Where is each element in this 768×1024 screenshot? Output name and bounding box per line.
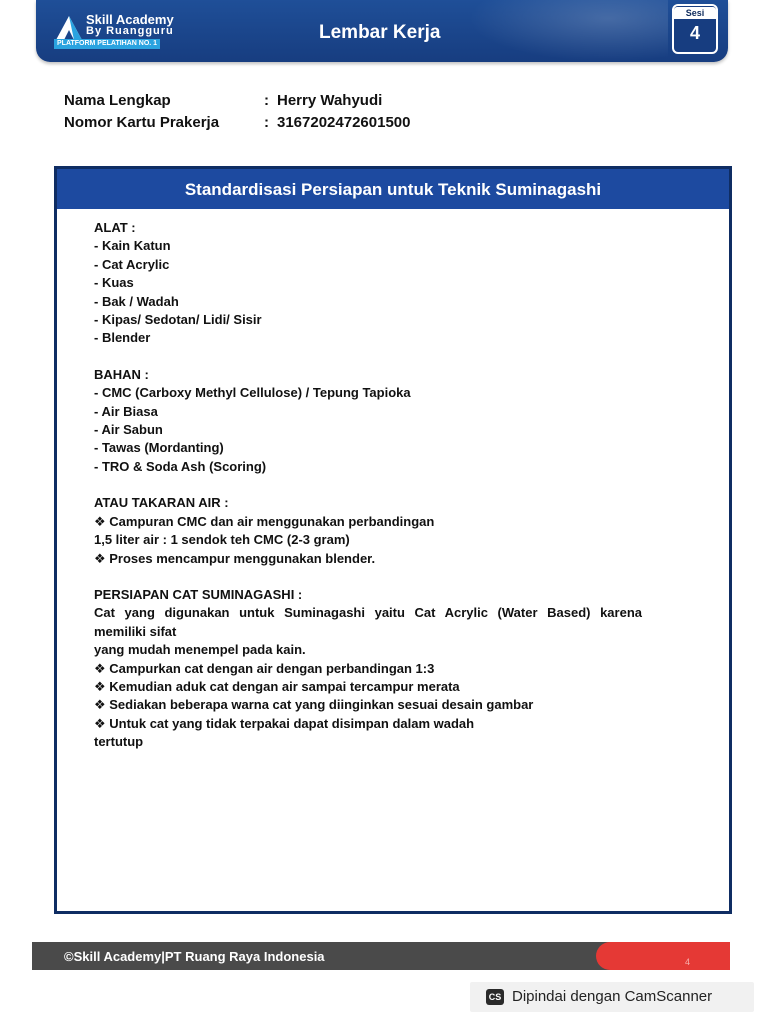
worksheet-title: Standardisasi Persiapan untuk Teknik Suminagashi <box>57 169 729 209</box>
text-line: ❖ Campurkan cat dengan air dengan perbandingan 1:3 <box>94 660 435 676</box>
name-label: Nama Lengkap <box>64 92 171 109</box>
text-line: ❖ Campuran CMC dan air menggunakan perbandingan <box>94 513 435 529</box>
list-item: - Kipas/ Sedotan/ Lidi/ Sisir <box>94 312 262 328</box>
list-item: - Blender <box>94 330 151 346</box>
text-line: ❖ Sediakan beberapa warna cat yang diinginkan sesuai desain gambar <box>94 697 534 713</box>
camscanner-watermark <box>470 982 754 1012</box>
cat-heading: PERSIAPAN CAT SUMINAGASHI : <box>94 586 303 602</box>
header-banner <box>36 0 728 62</box>
worksheet-content <box>94 219 642 752</box>
takaran-heading: ATAU TAKARAN AIR : <box>94 495 229 511</box>
card-colon: : <box>264 114 269 131</box>
logo-tagline: PLATFORM PELATIHAN NO. 1 <box>54 39 160 49</box>
text-line: 1,5 liter air : 1 sendok teh CMC (2-3 gram) <box>94 532 350 548</box>
bahan-heading: BAHAN : <box>94 366 149 382</box>
footer-bar <box>32 942 730 970</box>
page-title: Lembar Kerja <box>319 22 441 43</box>
text-line: ❖ Proses mencampur menggunakan blender. <box>94 550 376 566</box>
list-item: - Air Sabun <box>94 422 163 438</box>
alat-heading: ALAT : <box>94 220 136 235</box>
list-item: - Bak / Wadah <box>94 293 179 309</box>
list-item: - Kain Katun <box>94 238 171 254</box>
card-value: 3167202472601500 <box>277 114 411 131</box>
spacer <box>94 348 642 366</box>
logo-title: Skill Academy <box>86 12 174 27</box>
text-line: tertutup <box>94 734 144 750</box>
footer-copyright: ©Skill Academy|PT Ruang Raya Indonesia <box>64 949 325 964</box>
name-colon: : <box>264 92 269 109</box>
list-item: - CMC (Carboxy Methyl Cellulose) / Tepung Tapioka <box>94 385 411 401</box>
list-item: - Kuas <box>94 275 134 291</box>
session-badge <box>672 4 718 54</box>
footer-accent-shape <box>596 942 730 970</box>
list-item: - Cat Acrylic <box>94 256 170 272</box>
camscanner-icon: CS <box>486 989 504 1005</box>
worksheet-box <box>54 166 732 914</box>
card-label: Nomor Kartu Prakerja <box>64 114 220 131</box>
text-line: ❖ Kemudian aduk cat dengan air sampai tercampur merata <box>94 678 460 694</box>
list-item: - TRO & Soda Ash (Scoring) <box>94 458 267 474</box>
name-value: Herry Wahyudi <box>277 92 383 109</box>
text-line: yang mudah menempel pada kain. <box>94 642 306 658</box>
list-item: - Air Biasa <box>94 403 158 419</box>
text-line: Cat yang digunakan untuk Suminagashi yaitu Cat Acrylic (Water Based) karena <box>94 605 642 621</box>
text-line: ❖ Untuk cat yang tidak terpakai dapat disimpan dalam wadah <box>94 715 475 731</box>
session-label: Sesi <box>674 7 716 19</box>
footer-page-number: 4 <box>684 957 690 967</box>
logo-mark-icon <box>54 14 84 42</box>
logo-subtitle: By Ruangguru <box>86 25 174 37</box>
text-line: memiliki sifat <box>94 623 177 639</box>
session-number: 4 <box>689 23 700 43</box>
spacer <box>94 568 642 586</box>
skill-academy-logo <box>54 12 224 48</box>
list-item: - Tawas (Mordanting) <box>94 440 224 456</box>
spacer <box>94 476 642 494</box>
camscanner-text: Dipindai dengan CamScanner <box>512 988 713 1005</box>
